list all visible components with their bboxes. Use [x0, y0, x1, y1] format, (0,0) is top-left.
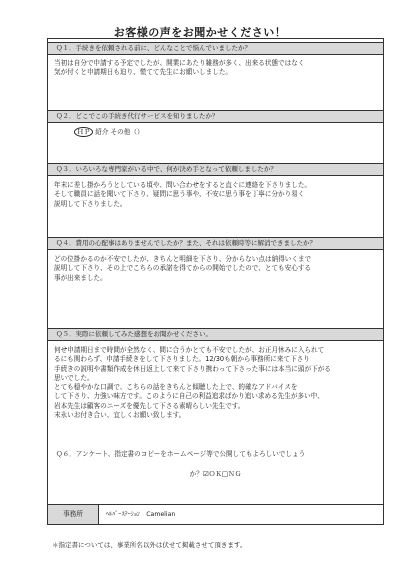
question-6-label: Ｑ６．アンケート、指定書のコピーをホームページ等で公開してもよろしいでしょう	[56, 450, 306, 458]
office-name: ﾍﾙﾊﾟｰｽﾃｰｼｮﾝ Camelian	[106, 511, 176, 518]
hp-circled-option: ＨＰ	[74, 127, 93, 137]
answer-1	[54, 59, 376, 78]
question-3-label: Ｑ３．いろいろな専門家がいる中で、何が決め手となって依頼しましたか？	[48, 163, 383, 176]
answer-line: 当初は自分で申請する予定でしたが、開業にあたり雑務が多く、出来る状態ではなく	[54, 59, 305, 67]
answer-line: 事が出来ました。	[54, 273, 107, 282]
question-5-label: Ｑ５．実際に依頼してみた感想をお聞かせください。	[48, 328, 383, 341]
office-row	[48, 504, 383, 524]
answer-line: 思いでした。	[54, 373, 94, 382]
answer-line: 説明して下さり、その上でこちらの承諾を得てからの開始でしたので、とても安心する	[54, 264, 312, 273]
question-4-label: Ｑ４．費用の心配事はありませんでしたか？また、それは依頼時等に解消できましたか？	[48, 237, 383, 250]
answer-line: どの位掛かるのか不安でしたが、きちんと明細を下さり、分からない点は納得いくまで	[54, 255, 312, 263]
answer-line: そして職員に話を聞いて下さり、疑問に思う事や、不安に思う事を丁寧に分かり易く	[54, 190, 305, 199]
answer-line: 気が付くと申請期日も迫り、慌てて先生にお願いしました。	[54, 68, 233, 77]
question-6-answer: か？☑ＯＫ□ＮＧ	[189, 470, 242, 478]
answer-line: 年末に差し掛かろうとしている頃や、問い合わせをすると直ぐに連絡を下さりました。	[54, 181, 312, 189]
answer-line: 手続きの説明や書類作成を休日返上して来て下さり携わって下さった事には本当に頭が下がる	[54, 364, 331, 373]
answer-4	[54, 255, 376, 283]
answer-3	[54, 181, 376, 209]
answer-line: 説明して下さりました。	[54, 199, 127, 208]
page-title: お客様の声をお聞かせください！	[113, 26, 287, 39]
footnote: ＊指定書については、事業所名以外は伏せて掲載させて頂きます。	[52, 541, 247, 549]
survey-form	[47, 38, 384, 525]
answer-line: とても穏やかな口調で、こちらの話をきちんと傾聴した上で、的確なアドバイスを	[54, 383, 298, 392]
answer-2	[74, 127, 396, 137]
answer-line: 末永いお付き合い、宜しくお願い致します。	[54, 411, 186, 420]
answer-line: 岩本先生は顧客のニーズを優先して下さる素晴らしい先生です。	[54, 401, 245, 410]
answer-2-options: 紹介 その他（）	[95, 128, 144, 136]
answer-line: るにも関わらず、申請手続きをして下さりました。12/30も朝から事務所に来て下さり	[54, 355, 310, 364]
office-label: 事務所	[48, 505, 99, 524]
answer-line: して下さり、力強い味方です。このように自己の利益追求ばかり追い求める先生が多い中、	[54, 392, 324, 401]
answer-line: 何せ申請期日まで時間が全然なく、間に合うかとても不安でしたが、お正月休みに入られて	[54, 346, 325, 354]
answer-5	[54, 346, 376, 420]
question-1-label: Ｑ１．手続きを依頼される前に、どんなことで悩んでいましたか？	[48, 42, 383, 55]
question-2-label: Ｑ２．どこでこの手続き代行サービスを知りましたか？	[48, 110, 383, 123]
